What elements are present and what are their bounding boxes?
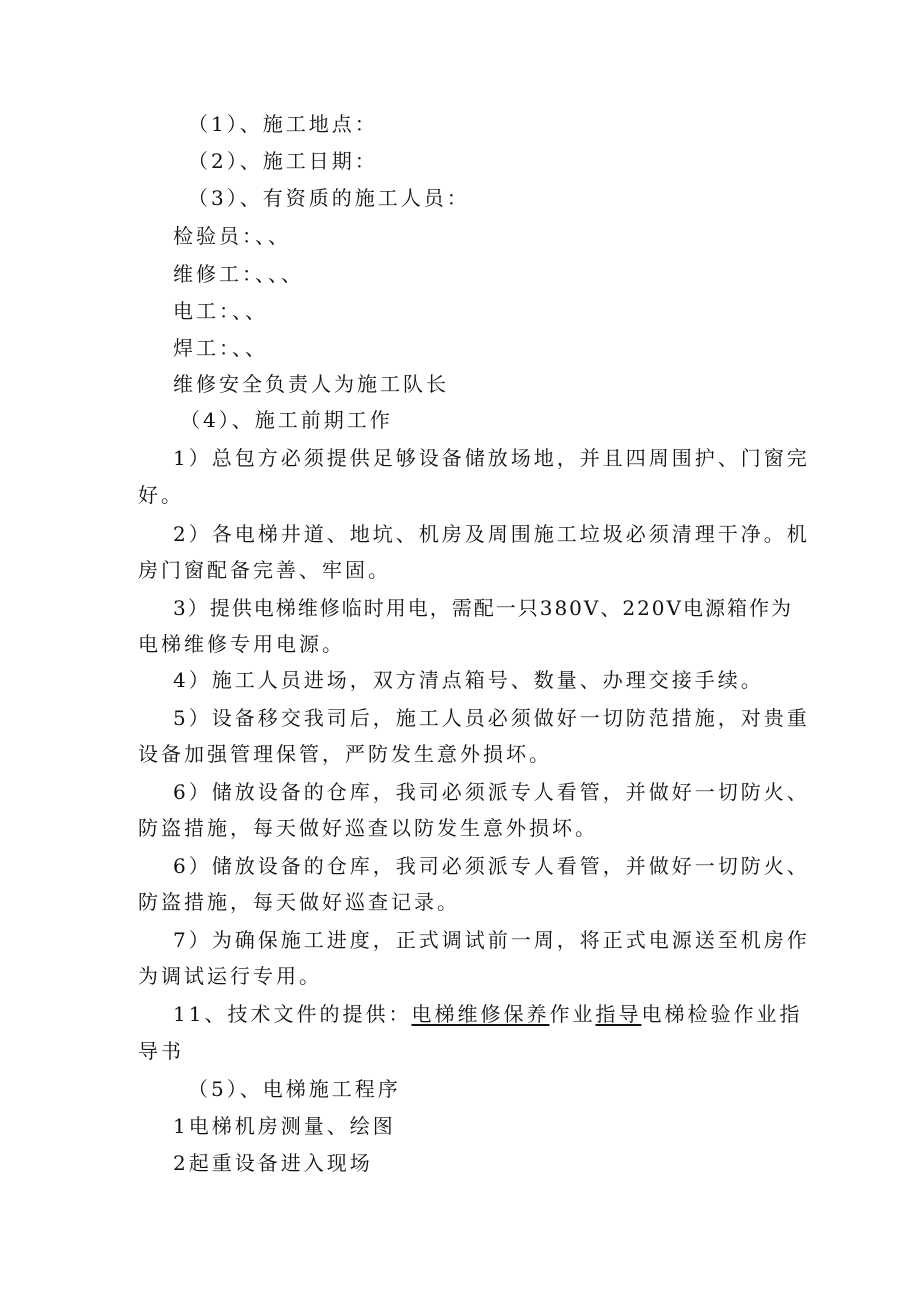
prep-item-2-line1: 2）各电梯井道、地坑、机房及周围施工垃圾必须清理干净。机 xyxy=(173,522,810,546)
prep-item-6-line2: 防盗措施，每天做好巡查以防发生意外损坏。 xyxy=(138,816,598,840)
tech-docs-line1 xyxy=(173,1002,802,1026)
prep-item-4: 4）施工人员进场，双方清点箱号、数量、办理交接手续。 xyxy=(173,668,764,692)
prep-item-3-line2: 电梯维修专用电源。 xyxy=(138,632,345,656)
staff-electrician: 电工：、、 xyxy=(173,299,268,323)
tech-docs-tail: 电梯检验作业指 xyxy=(641,1002,803,1026)
safety-responsible: 维修安全负责人为施工队长 xyxy=(173,372,449,396)
item-qualified-staff: （3）、有资质的施工人员： xyxy=(188,186,470,210)
prep-item-7-line2: 为调试运行专用。 xyxy=(138,964,322,988)
item-construction-site: （1）、施工地点： xyxy=(188,112,378,136)
section-heading-procedure: （5）、电梯施工程序 xyxy=(188,1077,401,1101)
staff-welder: 焊工：、、 xyxy=(173,336,268,360)
prep-item-6b-line1: 6）储放设备的仓库，我司必须派专人看管，并做好一切防火、 xyxy=(173,854,810,878)
tech-doc-link-maintenance[interactable]: 电梯维修保养 xyxy=(411,1002,550,1026)
procedure-step-1: 1电梯机房测量、绘图 xyxy=(173,1114,396,1138)
prep-item-5-line1: 5）设备移交我司后，施工人员必须做好一切防范措施，对贵重 xyxy=(173,706,810,730)
prep-item-6-line1: 6）储放设备的仓库，我司必须派专人看管，并做好一切防火、 xyxy=(173,780,810,804)
item-construction-date: （2）、施工日期： xyxy=(188,149,378,173)
tech-docs-line2: 导书 xyxy=(138,1039,184,1063)
prep-item-3-line1: 3）提供电梯维修临时用电，需配一只380V、220V电源箱作为 xyxy=(173,596,793,620)
prep-item-2-line2: 房门窗配备完善、牢固。 xyxy=(138,558,391,582)
procedure-step-2: 2起重设备进入现场 xyxy=(173,1151,373,1175)
prep-item-7-line1: 7）为确保施工进度，正式调试前一周，将正式电源送至机房作 xyxy=(173,928,810,952)
tech-docs-prefix: 11、技术文件的提供： xyxy=(173,1002,412,1026)
staff-inspector: 检验员：、、 xyxy=(173,224,291,248)
prep-item-5-line2: 设备加强管理保管，严防发生意外损坏。 xyxy=(138,742,552,766)
staff-repairer: 维修工：、、、 xyxy=(173,262,304,286)
tech-docs-mid: 作业 xyxy=(549,1002,596,1026)
prep-item-1-line1: 1）总包方必须提供足够设备储放场地，并且四周围护、门窗完 xyxy=(173,446,810,470)
prep-item-1-line2: 好。 xyxy=(138,483,184,507)
section-heading-prep: （4）、施工前期工作 xyxy=(180,408,393,432)
tech-doc-link-guide[interactable]: 指导 xyxy=(595,1002,642,1026)
prep-item-6b-line2: 防盗措施，每天做好巡查记录。 xyxy=(138,890,460,914)
